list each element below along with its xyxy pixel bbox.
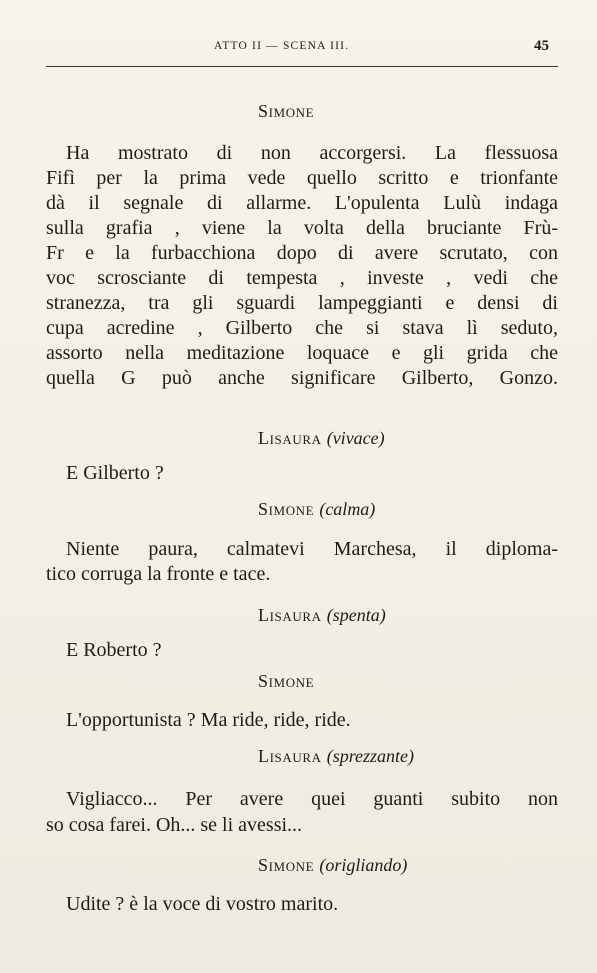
speaker-name: Lisaura bbox=[258, 605, 322, 625]
text-line: dà il segnale di allarme. L'opulenta Lulù indaga bbox=[46, 192, 558, 214]
speaker-heading bbox=[258, 746, 414, 767]
header-rule bbox=[46, 66, 558, 67]
speaker-name: Simone bbox=[258, 855, 315, 875]
text-line: cupa acredine , Gilberto che si stava lì seduto, bbox=[46, 317, 558, 339]
text-line: quella G può anche significare Gilberto, Gonzo. bbox=[46, 367, 558, 389]
text-line: assorto nella meditazione loquace e gli grida che bbox=[46, 342, 558, 364]
text-line: E Gilberto ? bbox=[66, 462, 164, 484]
stage-direction: (sprezzante) bbox=[326, 746, 415, 766]
text-line: Niente paura, calmatevi Marchesa, il diploma- bbox=[66, 538, 558, 560]
speaker-name: Lisaura bbox=[258, 746, 322, 766]
stage-direction: (spenta) bbox=[326, 605, 386, 625]
text-line: voc scrosciante di tempesta , investe , vedi che bbox=[46, 267, 558, 289]
speaker-heading bbox=[258, 499, 375, 520]
speaker-heading bbox=[258, 855, 407, 876]
stage-direction: (vivace) bbox=[326, 428, 385, 448]
running-head bbox=[0, 35, 597, 59]
speaker-name: Simone bbox=[258, 499, 315, 519]
text-line: Udite ? è la voce di vostro marito. bbox=[66, 893, 339, 915]
page-number: 45 bbox=[534, 38, 549, 54]
speaker-name: Simone bbox=[258, 101, 315, 121]
text-line: Ha mostrato di non accorgersi. La flessuosa bbox=[66, 142, 558, 164]
text-line: Fifì per la prima vede quello scritto e trionfante bbox=[46, 167, 558, 189]
speaker-heading bbox=[258, 605, 386, 626]
text-line: E Roberto ? bbox=[66, 639, 162, 661]
stage-direction: (calma) bbox=[319, 499, 376, 519]
text-line: stranezza, tra gli sguardi lampeggianti e densi di bbox=[46, 292, 558, 314]
text-line: so cosa farei. Oh... se li avessi... bbox=[46, 814, 303, 836]
stage-direction: (origliando) bbox=[319, 855, 408, 875]
running-title: ATTO II — SCENA III. bbox=[214, 40, 350, 52]
text-line: sulla grafia , viene la volta della bruciante Frù- bbox=[46, 217, 558, 239]
speaker-heading bbox=[258, 101, 314, 122]
speaker-name: Simone bbox=[258, 671, 315, 691]
text-line: Vigliacco... Per avere quei guanti subito non bbox=[66, 788, 558, 810]
text-line: L'opportunista ? Ma ride, ride, ride. bbox=[66, 709, 351, 731]
text-line: Fr e la furbacchiona dopo di avere scrutato, con bbox=[46, 242, 558, 264]
speaker-heading bbox=[258, 671, 314, 692]
speaker-name: Lisaura bbox=[258, 428, 322, 448]
speaker-heading bbox=[258, 428, 385, 449]
text-line: tico corruga la fronte e tace. bbox=[46, 563, 271, 585]
